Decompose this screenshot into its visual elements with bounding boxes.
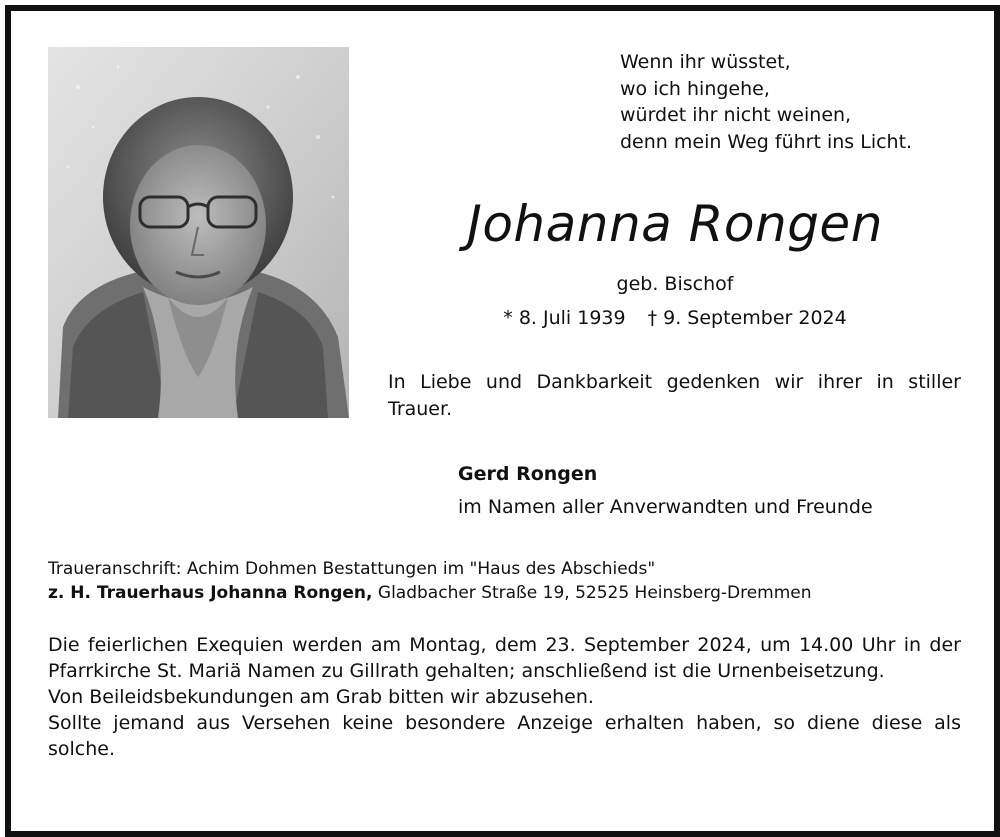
signer-note: im Namen aller Anverwandten und Freunde	[458, 496, 873, 518]
funeral-info	[48, 632, 961, 762]
service-details: Die feierlichen Exequien werden am Montag, dem 23. September 2024, um 14.00 Uhr in der Pfarrkirche St. Mariä Namen zu Gillrath gehalten; anschließend ist die Urnenbeisetzung.	[48, 634, 961, 682]
portrait-image	[48, 47, 349, 418]
deceased-name: Johanna Rongen	[467, 195, 883, 253]
life-dates	[395, 307, 955, 329]
birth-name: geb. Bischof	[616, 273, 734, 295]
signer-block	[458, 458, 968, 524]
birth-date: * 8. Juli 1939	[503, 307, 626, 329]
mourning-address	[48, 557, 968, 605]
memorial-quote	[620, 49, 980, 155]
death-date: † 9. September 2024	[647, 307, 847, 329]
quote-line: würdet ihr nicht weinen,	[620, 104, 852, 126]
address-line-2	[48, 581, 968, 605]
obituary-frame	[5, 5, 1000, 837]
signer-name: Gerd Rongen	[458, 463, 598, 485]
mourning-text: In Liebe und Dankbarkeit gedenken wir ihrer in stiller Trauer.	[388, 371, 961, 420]
address-recipient: z. H. Trauerhaus Johanna Rongen,	[48, 583, 373, 603]
portrait-photo	[48, 47, 349, 418]
notice-text: Sollte jemand aus Versehen keine besondere Anzeige erhalten haben, so diene diese als solche.	[48, 712, 961, 760]
quote-line: denn mein Weg führt ins Licht.	[620, 130, 913, 153]
condolence-note: Von Beileidsbekundungen am Grab bitten wir abzusehen.	[48, 686, 594, 708]
quote-line: Wenn ihr wüsstet,	[620, 51, 791, 73]
address-street: Gladbacher Straße 19, 52525 Heinsberg-Dremmen	[372, 583, 812, 603]
address-line-1: Traueranschrift: Achim Dohmen Bestattungen im "Haus des Abschieds"	[48, 559, 656, 579]
quote-line: wo ich hingehe,	[620, 77, 770, 100]
